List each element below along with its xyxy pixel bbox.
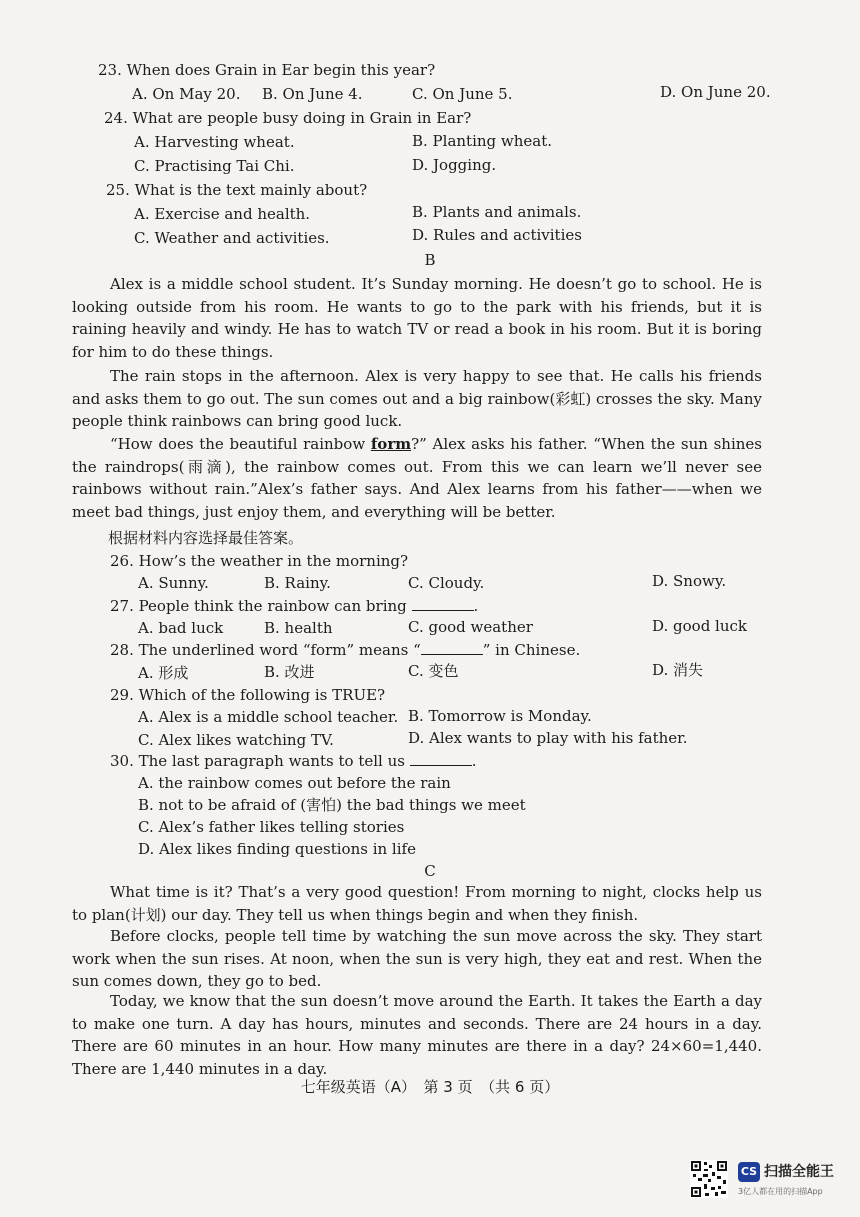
camscanner-logo-icon: CS — [738, 1162, 760, 1182]
question-30-end: . — [471, 752, 477, 770]
question-24-option-a: A. Harvesting wheat. — [134, 133, 295, 151]
question-29-option-d: D. Alex wants to play with his father. — [408, 729, 688, 747]
question-27-option-c: C. good weather — [408, 618, 533, 636]
question-24-option-c: C. Practising Tai Chi. — [134, 157, 295, 175]
passage-b-paragraph-2: The rain stops in the afternoon. Alex is very happy to see that. He calls his friends and asks them to go out. The sun comes out and a big rainbow(彩虹) crosses the sky. Many people think rainbows can bring good luck. — [72, 367, 762, 430]
question-26-option-b: B. Rainy. — [264, 574, 331, 592]
question-25-option-c: C. Weather and activities. — [134, 229, 330, 247]
scanner-tagline: 3亿人都在用的扫描App — [738, 1187, 823, 1196]
question-27-option-b: B. health — [264, 619, 333, 637]
question-26-stem: 26. How’s the weather in the morning? — [110, 552, 409, 570]
question-27-end: . — [473, 597, 479, 615]
question-29-option-c: C. Alex likes watching TV. — [138, 731, 334, 749]
question-30-stem — [110, 751, 477, 771]
question-23-stem: 23. When does Grain in Ear begin this year? — [98, 61, 436, 79]
instruction-line: 根据材料内容选择最佳答案。 — [108, 529, 304, 547]
question-26-option-c: C. Cloudy. — [408, 574, 485, 592]
passage-b-paragraph-3 — [72, 433, 762, 523]
scanner-brand-name: 扫描全能王 — [764, 1164, 834, 1180]
question-26-option-d: D. Snowy. — [652, 572, 727, 590]
paragraph-3-opening: “How does the beautiful rainbow — [110, 435, 371, 453]
question-28-option-a: A. 形成 — [138, 664, 189, 682]
question-28-option-d: D. 消失 — [652, 661, 704, 679]
question-25-option-a: A. Exercise and health. — [134, 205, 311, 223]
question-30-option-a: A. the rainbow comes out before the rain — [138, 774, 451, 792]
passage-c-paragraph-1: What time is it? That’s a very good question! From morning to night, clocks help us to plan(计划) our day. They tell us when things begin and when they finish. — [72, 883, 762, 924]
question-24-option-b: B. Planting wheat. — [412, 132, 553, 150]
question-29-option-b: B. Tomorrow is Monday. — [408, 707, 592, 725]
question-27-option-d: D. good luck — [652, 617, 748, 635]
question-28-end: ” in Chinese. — [482, 641, 581, 659]
question-28-option-b: B. 改进 — [264, 663, 315, 681]
scanner-watermark — [690, 1160, 850, 1206]
question-27-stem — [110, 596, 478, 616]
question-24-stem: 24. What are people busy doing in Grain in Ear? — [104, 109, 472, 127]
question-27-option-a: A. bad luck — [138, 619, 224, 637]
question-26-option-a: A. Sunny. — [138, 574, 209, 592]
question-30-text: 30. The last paragraph wants to tell us — [110, 752, 405, 770]
section-b-heading: B — [424, 251, 436, 269]
question-29-option-a: A. Alex is a middle school teacher. — [138, 708, 399, 726]
question-25-stem: 25. What is the text mainly about? — [106, 181, 368, 199]
question-28-stem — [110, 640, 580, 660]
passage-c-paragraph-2: Before clocks, people tell time by watching the sun move across the sky. They start work when the sun rises. At noon, when the sun is very high, they eat and rest. When the sun comes down, they go to bed. — [72, 927, 762, 990]
question-30-option-b: B. not to be afraid of (害怕) the bad things we meet — [138, 796, 526, 814]
question-28-option-c: C. 变色 — [408, 662, 459, 680]
question-28-text: 28. The underlined word “form” means “ — [110, 641, 421, 659]
passage-c-paragraph-3: Today, we know that the sun doesn’t move around the Earth. It takes the Earth a day to make one turn. A day has hours, minutes and seconds. There are 24 hours in a day. There are 60 minutes in an hour. How many minutes are there in a day? 24×60=1,440. There are 1,440 minutes in a day. — [72, 992, 762, 1078]
question-30-option-c: C. Alex’s father likes telling stories — [138, 818, 405, 836]
question-27-text: 27. People think the rainbow can bring — [110, 597, 407, 615]
question-25-option-d: D. Rules and activities — [412, 226, 582, 244]
question-23-option-d: D. On June 20. — [660, 83, 771, 101]
section-c-heading: C — [424, 862, 436, 880]
question-30-option-d: D. Alex likes finding questions in life — [138, 840, 416, 858]
question-25-option-b: B. Plants and animals. — [412, 203, 582, 221]
question-24-option-d: D. Jogging. — [412, 156, 497, 174]
question-23-option-c: C. On June 5. — [412, 85, 513, 103]
answer-blank — [412, 597, 474, 611]
qr-code-icon — [690, 1160, 728, 1198]
question-23-option-a: A. On May 20. — [132, 85, 241, 103]
page-footer: 七年级英语（A） 第 3 页 （共 6 页） — [300, 1078, 560, 1096]
answer-blank — [410, 752, 472, 766]
answer-blank — [421, 641, 483, 655]
question-29-stem: 29. Which of the following is TRUE? — [110, 686, 386, 704]
underlined-word-form: form — [370, 435, 412, 453]
paragraph-3-rest: ?” Alex asks his father. “When the sun shines the raindrops(雨滴), the rainbow comes out. From this we can learn we’ll never see rainbows without rain.”Alex’s father says. And Alex learns from his father——when we meet bad things, just enjoy them, and everything will be better. — [72, 435, 762, 521]
question-23-option-b: B. On June 4. — [262, 85, 363, 103]
passage-b-paragraph-1: Alex is a middle school student. It’s Sunday morning. He doesn’t go to school. He is looking outside from his room. He wants to go to the park with his friends, but it is raining heavily and windy. He has to watch TV or read a book in his room. But it is boring for him to do these things. — [72, 275, 762, 361]
